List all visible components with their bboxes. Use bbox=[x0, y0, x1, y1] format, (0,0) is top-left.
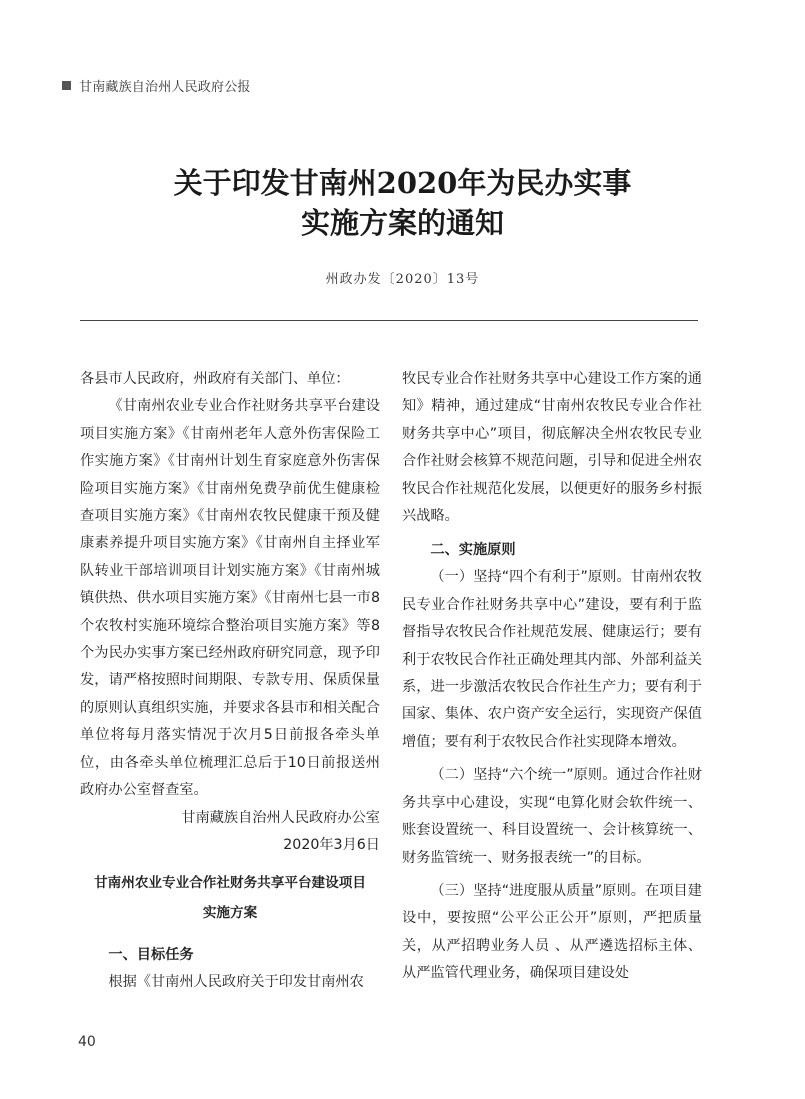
signing-organization: 甘南藏族自治州人民政府办公室 bbox=[181, 809, 380, 826]
page-number: 40 bbox=[78, 1034, 96, 1050]
publication-header bbox=[62, 76, 251, 95]
notice-body: 《甘南州农业专业合作社财务共享平台建设项目实施方案》《甘南州老年人意外伤害保险工作实施方案》《甘南州计划生育家庭意外伤害保险项目实施方案》《甘南州免费孕前优生健康检查项目实施方案》《甘南州农牧民健康干预及健康素养提升项目实施方案》《甘南州自主择业军队转业干部培训项目计划实施方案》《甘南州城镇供热、供水项目实施方案》《甘南州七县一市8个农牧村实施环境综合整治项目实施方案》等8个为民办实事方案已经州政府研究同意，现予印发，请严格按照时间期限、专款专用、保质保量的原则认真组织实施，并要求各县市和相关配合单位将每月落实情况于次月5日前报各牵头单位，由各牵头单位梳理汇总后于10日前报送州政府办公室督查室。 bbox=[80, 398, 380, 799]
principle-three: （三）坚持“进度服从质量”原则。在项目建设中，要按照“公平公正公开”原则，严把质量关，从严招聘业务人员 、从严遴选招标主体、从严监管代理业务，确保项目建设处 bbox=[402, 882, 702, 982]
document-title-line-1: 关于印发甘南州2020年为民办实事 bbox=[173, 166, 632, 200]
principle-one: （一）坚持“四个有利于”原则。甘南州农牧民专业合作社财务共享中心”建设，要有利于监督指导农牧民合作社规范发展、健康运行；要有利于农牧民合作社正确处理其内部、外部利益关系，进一步激活农牧民合作社生产力；要有利于国家、集体、农户资产安全运行，实现资产保值增值；要有利于农牧民合作社实现降本增效。 bbox=[402, 569, 702, 750]
section-title-line-1: 甘南州农业专业合作社财务共享平台建设项目 bbox=[94, 875, 366, 892]
objectives-paragraph-continued: 牧民专业合作社财务共享中心建设工作方案的通知》精神，通过建成“甘南州农牧民专业合作社财务共享中心”项目，彻底解决全州农牧民专业合作社财会核算不规范问题，引导和促进全州农牧民合作社规范化发展，以便更好的服务乡村振兴战略。 bbox=[402, 371, 702, 525]
signing-date: 2020年3月6日 bbox=[283, 836, 380, 853]
left-column bbox=[80, 366, 380, 997]
document-title-line-2: 实施方案的通知 bbox=[300, 206, 504, 240]
section-title-line-2: 实施方案 bbox=[202, 905, 258, 922]
header-square-icon bbox=[62, 81, 71, 90]
title-divider bbox=[80, 320, 698, 321]
objectives-paragraph-start: 根据《甘南州人民政府关于印发甘南州农 bbox=[108, 974, 364, 991]
right-column bbox=[402, 366, 702, 988]
heading-objectives: 一、目标任务 bbox=[108, 947, 194, 964]
principle-two: （二）坚持“六个统一”原则。通过合作社财务共享中心建设，实现“电算化财会软件统一、账套设置统一、科目设置统一、会计核算统一、财务监管统一、财务报表统一”的目标。 bbox=[402, 767, 702, 866]
publication-name: 甘南藏族自治州人民政府公报 bbox=[79, 80, 251, 95]
heading-principles: 二、实施原则 bbox=[430, 542, 516, 559]
document-number: 州政办发〔2020〕13号 bbox=[325, 272, 480, 287]
salutation: 各县市人民政府，州政府有关部门、单位： bbox=[80, 371, 350, 387]
